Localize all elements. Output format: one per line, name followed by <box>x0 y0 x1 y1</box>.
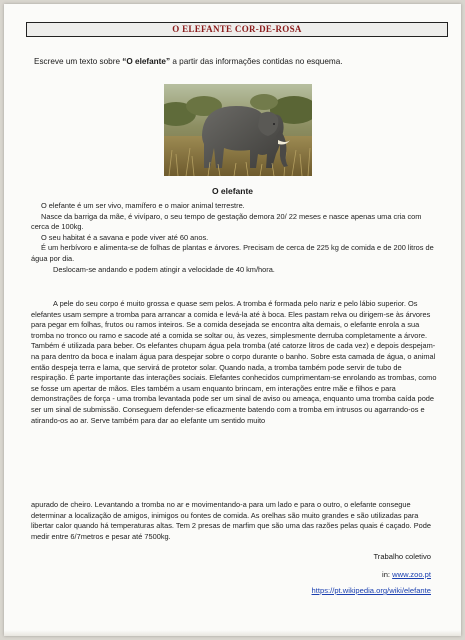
credits-label: Trabalho coletivo <box>373 552 431 561</box>
fact-line: O elefante é um ser vivo, mamífero e o maior animal terrestre. <box>41 201 245 210</box>
fact-line: Deslocam-se andando e podem atingir a velocidade de 40 km/hora. <box>53 264 275 274</box>
paragraph-2 <box>31 500 437 542</box>
source-link[interactable]: www.zoo.pt <box>392 570 431 579</box>
elephant-image <box>164 84 312 176</box>
wiki-link[interactable]: https://pt.wikipedia.org/wiki/elefante <box>311 586 431 595</box>
paragraph-2-text: apurado de cheiro. Levantando a tromba no ar e movimentando-a para um lado e para o outro, o elefante consegue determinar a localização de amigos, inimigos ou fontes de comida. As orelhas são muito grandes e são utilizadas para libertar calor quando há temperaturas altas. Tem 2 presas de marfim que são uma das razões pelas quais é caçado. Pode medir entre 6/7metros e pesar até 7500kg. <box>31 500 432 541</box>
fact-line: É um herbívoro e alimenta-se de folhas de plantas e árvores. Precisam de cerca de 225 kg de comida e de 200 litros de água por dia. <box>31 243 434 263</box>
text-subtitle: O elefante <box>211 186 254 196</box>
instruction-prefix: Escreve um texto sobre <box>34 57 123 66</box>
fact-line: O seu habitat é a savana e pode viver até 60 anos. <box>41 232 209 242</box>
fact-line: Nasce da barriga da mãe, é vivíparo, o seu tempo de gestação demora 20/ 22 meses e nasce apenas uma cria com cerca de 100kg. <box>31 211 422 232</box>
instruction-suffix: a partir das informações contidas no esquema. <box>170 57 343 66</box>
facts-block <box>31 201 437 275</box>
source-prefix: in: <box>382 570 393 579</box>
document-title: O ELEFANTE COR-DE-ROSA <box>26 22 448 37</box>
document-page <box>4 4 461 636</box>
paragraph-1-text: A pele do seu corpo é muito grossa e quase sem pelos. A tromba é formada pelo nariz e pelo lábio superior. Os elefantes usam sempre a tromba para arrancar a comida e levá-la até à boca. Eles pastam relva ou dirigem-se às árvores para pegar em folhas, frutos ou ramos inteiros. Se a comida desejada se encontra alta demais, o elefante enrola a sua tromba no tronco ou ramo e sacode até a comida se soltar ou, às vezes, simplesmente derruba completamente a árvore. Também é utilizada para beber. Os elefantes chupam água pela tromba (até catorze litros de cada vez) e depois despejam-na para dentro da boca e inalam água para despejar sobre o corpo durante o banho. Sobre esta camada de água, o animal então despeja terra e lama, que servirá de protetor solar. Quando nada, a tromba também pode servir de tubo de respiração. É parte importante das interações sociais. Elefantes conhecidos cumprimentam-se enrolando as trombas, como se fosse um apertar de mãos. Eles também a usam enquanto brincam, em interações entre mãe e filhos e para demonstrações de força - uma tromba levantada pode ser um sinal de aviso ou ameaça, enquanto uma tromba caída pode ser um sinal de submissão. Conseguem defender-se eficazmente batendo com a tromba em intrusos ou agarrando-os e atirando-os ao ar. Serve também para dar ao elefante um sentido muito <box>31 299 437 425</box>
page-edge <box>4 630 461 636</box>
paragraph-1 <box>31 299 437 426</box>
credits-source <box>382 570 431 580</box>
instruction-text <box>34 56 444 67</box>
credits-wiki <box>312 586 431 596</box>
instruction-topic: “O elefante” <box>122 57 171 66</box>
elephant-photo <box>164 84 312 176</box>
